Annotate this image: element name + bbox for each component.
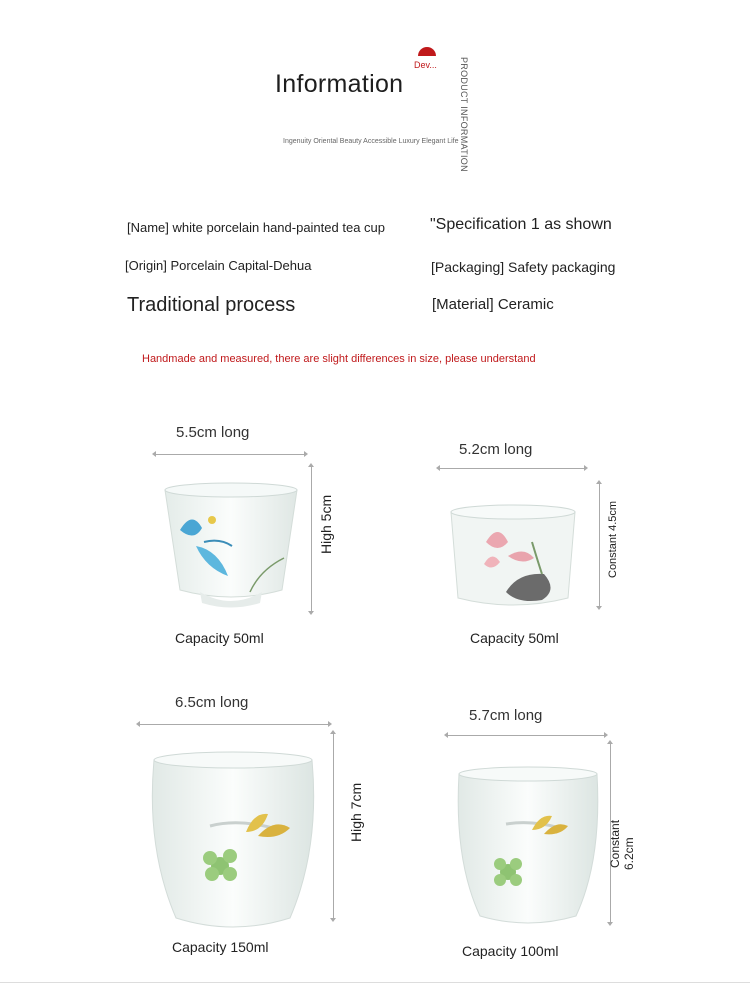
cup1-capacity: Capacity 50ml: [175, 630, 264, 646]
spec-process: Traditional process: [127, 294, 296, 316]
product-information-vertical-label: PRODUCT INFORMATION: [459, 57, 469, 172]
spec-specification: "Specification 1 as shown: [430, 216, 612, 233]
cup4-capacity: Capacity 100ml: [462, 943, 559, 959]
cup1-length-label: 5.5cm long: [176, 424, 250, 441]
cup3-height-label: High 7cm: [348, 782, 364, 842]
spec-name: [Name] white porcelain hand-painted tea cup: [127, 220, 385, 235]
cup2-capacity: Capacity 50ml: [470, 630, 559, 646]
cup3-image: [150, 748, 316, 936]
spec-material: [Material] Ceramic: [432, 296, 554, 313]
cup1-image: [160, 480, 302, 612]
dev-label: Dev...: [414, 60, 437, 70]
page-title: Information: [275, 70, 404, 98]
cup3-height-line: [333, 732, 334, 920]
cup2-length-line: [438, 468, 586, 469]
cup1-height-label: High 5cm: [318, 494, 334, 554]
divider: [0, 982, 750, 983]
handmade-notice: Handmade and measured, there are slight differences in size, please understand: [142, 353, 536, 365]
spec-packaging: [Packaging] Safety packaging: [431, 259, 616, 275]
tagline: Ingenuity Oriental Beauty Accessible Luxury Elegant Life: [283, 138, 459, 145]
cup4-length-line: [446, 735, 606, 736]
cup4-image: [456, 764, 600, 930]
cup1-length-line: [154, 454, 306, 455]
cup4-height-label-line1: Constant: [608, 819, 622, 868]
cup4-length-label: 5.7cm long: [469, 707, 543, 724]
logo-mark: [418, 47, 436, 56]
cup3-length-line: [138, 724, 330, 725]
cup1-height-line: [311, 465, 312, 613]
cup2-height-label: Constant 4.5cm: [607, 500, 619, 578]
cup2-image: [446, 502, 580, 612]
cup2-height-line: [599, 482, 600, 608]
cup3-length-label: 6.5cm long: [175, 694, 249, 711]
cup2-length-label: 5.2cm long: [459, 441, 533, 458]
spec-origin: [Origin] Porcelain Capital-Dehua: [125, 258, 312, 273]
cup3-capacity: Capacity 150ml: [172, 939, 269, 955]
cup4-height-label-line2: 6.2cm: [622, 837, 636, 870]
